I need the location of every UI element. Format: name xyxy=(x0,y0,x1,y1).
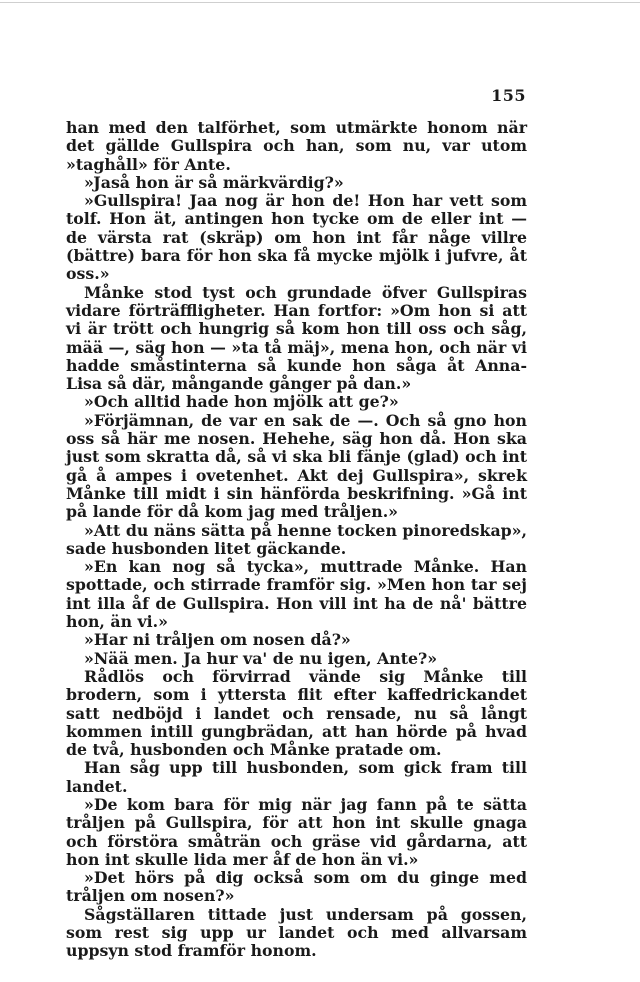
paragraph: »Förjämnan, de var en sak de —. Och så gno hon oss så här me nosen. Hehehe, säg hon då. Hon ska just som skratta då, så vi ska bli fänje (glad) och int gå å ampes i ovetenhet. Akt dej Gullspira», skrek Månke till midt i sin hänförda beskrifning. »Gå int på lande för då kom jag med tråljen.» xyxy=(66,410,527,522)
paragraph: »Gullspira! Jaa nog är hon de! Hon har vett som tolf. Hon ät, antingen hon tycke om de eller int — de värsta rat (skräp) om hon int får någe villre (bättre) bara för hon ska få mycke mjölk i jufvre, åt oss.» xyxy=(66,191,527,284)
page-number: 155 xyxy=(491,86,526,105)
top-edge-rule xyxy=(0,2,640,3)
paragraph: »Det hörs på dig också som om du ginge med tråljen om nosen?» xyxy=(66,868,527,906)
paragraph: han med den talförhet, som utmärkte honom när det gällde Gullspira och han, som nu, var utom »taghåll» för Ante. xyxy=(66,118,527,174)
paragraph: »De kom bara för mig när jag fann på te sätta tråljen på Gullspira, för att hon int skulle gnaga och förstöra småträn och gräse vid gårdarna, att hon int skulle lida mer åf de hon än vi.» xyxy=(66,794,527,869)
paragraph: »Nää men. Ja hur va' de nu igen, Ante?» xyxy=(84,648,438,668)
paragraph: Sågställaren tittade just undersam på gossen, som rest sig upp ur landet och med allvarsam uppsyn stod framför honom. xyxy=(66,904,527,961)
paragraph: »Och alltid hade hon mjölk att ge?» xyxy=(84,392,399,412)
paragraph: »En kan nog så tycka», muttrade Månke. Han spottade, och stirrade framför sig. »Men hon tar sej int illa åf de Gullspira. Hon vill int ha de nå' bättre hon, än vi.» xyxy=(66,557,527,632)
paragraph: Månke stod tyst och grundade öfver Gullspiras vidare förträffligheter. Han fortfor: »Om hon si att vi är trött och hungrig så kom hon till oss och såg, mää —, säg hon — »ta tå mäj», mena hon, och när vi hadde småstinterna så kunde hon såga åt Anna-Lisa så där, mångande gånger på dan.» xyxy=(66,282,527,394)
body-text xyxy=(66,119,527,961)
paragraph: Rådlös och förvirrad vände sig Månke till brodern, som i yttersta flit efter kaffedrickandet satt nedböjd i landet och rensade, nu så långt kommen intill gungbrädan, att han hörde på hvad de två, husbonden och Månke pratade om. xyxy=(66,666,527,760)
paragraph: »Att du näns sätta på henne tocken pinoredskap», sade husbonden litet gäckande. xyxy=(66,520,527,558)
paragraph: »Har ni tråljen om nosen då?» xyxy=(84,630,351,650)
paragraph: Han såg upp till husbonden, som gick fram till landet. xyxy=(66,758,527,796)
paragraph: »Jaså hon är så märkvärdig?» xyxy=(84,172,344,192)
